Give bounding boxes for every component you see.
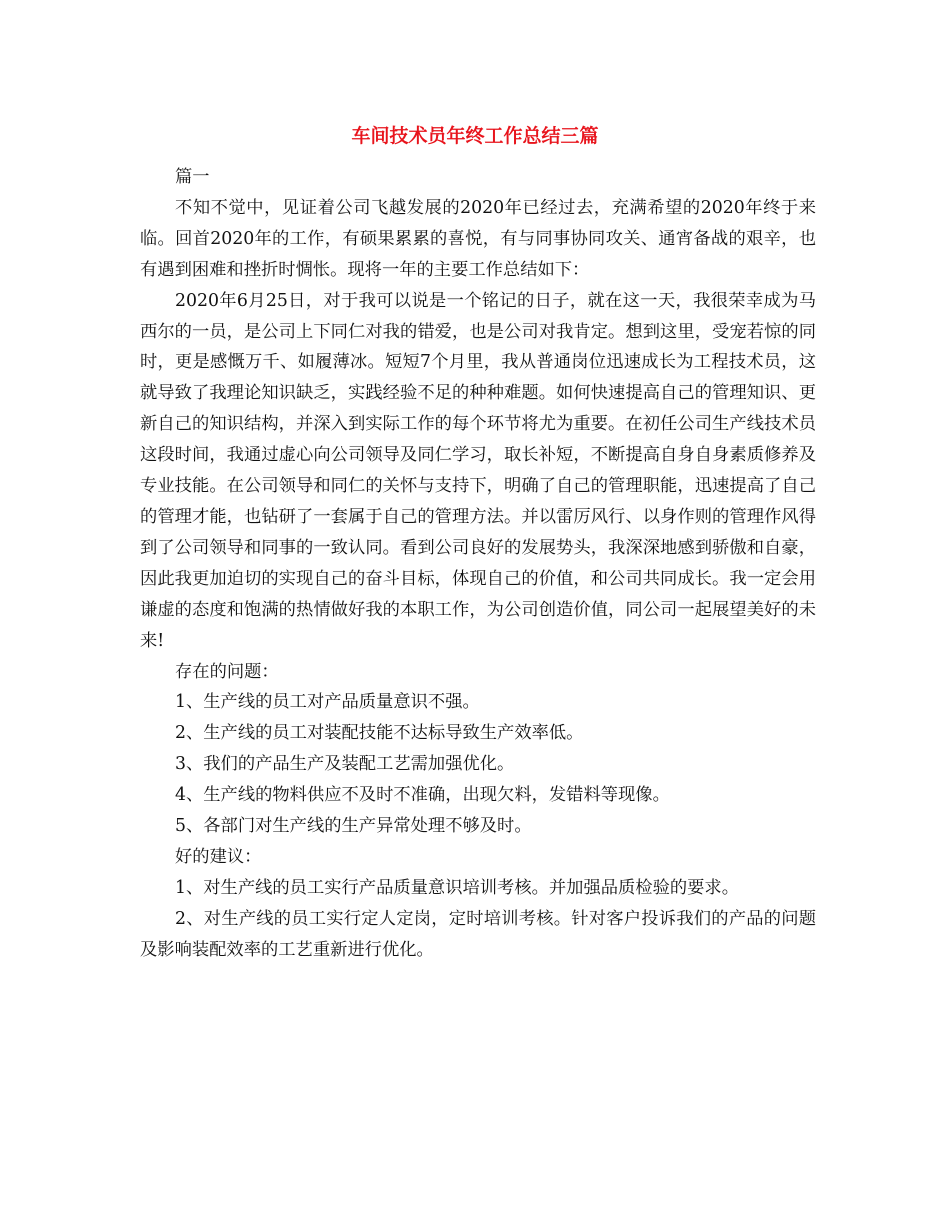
problem-item: 4、生产线的物料供应不及时不准确，出现欠料，发错料等现像。 (175, 785, 670, 806)
document-title: 车间技术员年终工作总结三篇 (351, 125, 599, 147)
section-heading: 篇一 (175, 167, 210, 187)
intro-paragraph: 不知不觉中，见证着公司飞越发展的2020年已经过去，充满希望的2020年终于来临。回首2020年的工作，有硕果累累的喜悦，有与同事协同攻关、通宵备战的艰辛，也有遇到困难和挫折时惆怅。现将一年的主要工作总结如下： (140, 197, 816, 280)
suggestion-item: 2、对生产线的员工实行定人定岗，定时培训考核。针对客户投诉我们的产品的问题及影响装配效率的工艺重新进行优化。 (140, 908, 816, 960)
problems-heading: 存在的问题： (175, 661, 279, 682)
problem-item: 5、各部门对生产线的生产异常处理不够及时。 (175, 816, 532, 837)
suggestion-item: 1、对生产线的员工实行产品质量意识培训考核。并加强品质检验的要求。 (175, 877, 739, 898)
body-paragraph: 2020年6月25日，对于我可以说是一个铭记的日子，就在这一天，我很荣幸成为马西尔的一员，是公司上下同仁对我的错爱，也是公司对我肯定。想到这里，受宠若惊的同时，更是感慨万千、如履薄冰。短短7个月里，我从普通岗位迅速成长为工程技术员，这就导致了我理论知识缺乏，实践经验不足的种种难题。如何快速提高自己的管理知识、更新自己的知识结构，并深入到实际工作的每个环节将尤为重要。在初任公司生产线技术员这段时间，我通过虚心向公司领导及同仁学习，取长补短，不断提高自身自身素质修养及专业技能。在公司领导和同仁的关怀与支持下，明确了自己的管理职能，迅速提高了自己的管理才能，也钻研了一套属于自己的管理方法。并以雷厉风行、以身作则的管理作风得到了公司领导和同事的一致认同。看到公司良好的发展势头，我深深地感到骄傲和自豪，因此我更加迫切的实现自己的奋斗目标，体现自己的价值，和公司共同成长。我一定会用谦虚的态度和饱满的热情做好我的本职工作，为公司创造价值，同公司一起展望美好的未来! (140, 290, 816, 651)
problem-item: 1、生产线的员工对产品质量意识不强。 (175, 692, 480, 713)
document-body (140, 162, 816, 966)
problem-item: 3、我们的产品生产及装配工艺需加强优化。 (175, 754, 515, 775)
suggestions-heading: 好的建议： (175, 846, 262, 867)
problem-item: 2、生产线的员工对装配技能不达标导致生产效率低。 (175, 723, 584, 744)
